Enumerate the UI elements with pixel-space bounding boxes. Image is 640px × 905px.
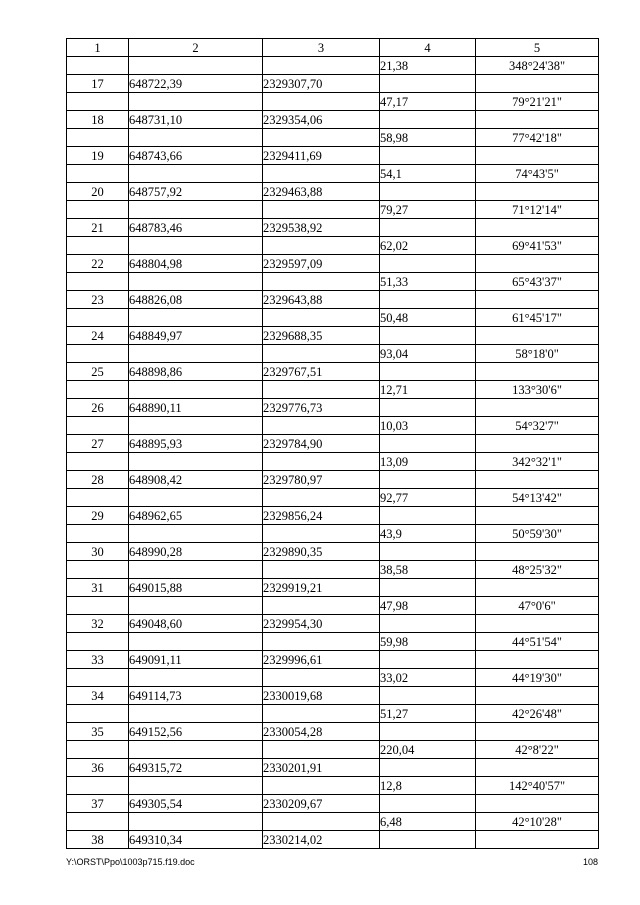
length-cell: 62,02 bbox=[380, 237, 476, 255]
point-number-cell: 35 bbox=[67, 723, 129, 741]
page-number: 108 bbox=[582, 857, 598, 867]
length-cell bbox=[380, 111, 476, 129]
bearing-cell bbox=[476, 687, 599, 705]
bearing-cell: 42°8'22" bbox=[476, 741, 599, 759]
point-number-cell bbox=[67, 741, 129, 759]
x-coordinate-cell bbox=[129, 633, 263, 651]
table-row bbox=[67, 795, 599, 813]
x-coordinate-cell bbox=[129, 273, 263, 291]
bearing-cell: 48°25'32" bbox=[476, 561, 599, 579]
length-cell: 58,98 bbox=[380, 129, 476, 147]
y-coordinate-cell bbox=[263, 525, 380, 543]
x-coordinate-cell: 649310,34 bbox=[129, 831, 263, 849]
x-coordinate-cell bbox=[129, 237, 263, 255]
table-row bbox=[67, 633, 599, 651]
x-coordinate-cell: 648849,97 bbox=[129, 327, 263, 345]
bearing-cell bbox=[476, 183, 599, 201]
point-number-cell: 36 bbox=[67, 759, 129, 777]
length-cell: 79,27 bbox=[380, 201, 476, 219]
length-cell: 10,03 bbox=[380, 417, 476, 435]
y-coordinate-cell bbox=[263, 813, 380, 831]
length-cell: 51,33 bbox=[380, 273, 476, 291]
x-coordinate-cell bbox=[129, 669, 263, 687]
table-row bbox=[67, 525, 599, 543]
bearing-cell: 142°40'57" bbox=[476, 777, 599, 795]
y-coordinate-cell: 2329919,21 bbox=[263, 579, 380, 597]
table-row bbox=[67, 57, 599, 75]
bearing-cell: 58°18'0" bbox=[476, 345, 599, 363]
length-cell: 38,58 bbox=[380, 561, 476, 579]
length-cell bbox=[380, 651, 476, 669]
x-coordinate-cell bbox=[129, 489, 263, 507]
length-cell bbox=[380, 471, 476, 489]
table-row bbox=[67, 669, 599, 687]
bearing-cell: 133°30'6" bbox=[476, 381, 599, 399]
header-cell-1: 1 bbox=[67, 39, 129, 57]
y-coordinate-cell: 2329463,88 bbox=[263, 183, 380, 201]
x-coordinate-cell: 648757,92 bbox=[129, 183, 263, 201]
bearing-cell: 348°24'38" bbox=[476, 57, 599, 75]
table-row bbox=[67, 309, 599, 327]
table-row bbox=[67, 759, 599, 777]
bearing-cell bbox=[476, 363, 599, 381]
point-number-cell: 31 bbox=[67, 579, 129, 597]
x-coordinate-cell bbox=[129, 777, 263, 795]
bearing-cell bbox=[476, 507, 599, 525]
x-coordinate-cell: 648804,98 bbox=[129, 255, 263, 273]
point-number-cell: 33 bbox=[67, 651, 129, 669]
bearing-cell: 79°21'21" bbox=[476, 93, 599, 111]
length-cell bbox=[380, 75, 476, 93]
bearing-cell bbox=[476, 579, 599, 597]
length-cell: 50,48 bbox=[380, 309, 476, 327]
table-row bbox=[67, 273, 599, 291]
x-coordinate-cell: 649305,54 bbox=[129, 795, 263, 813]
point-number-cell bbox=[67, 129, 129, 147]
x-coordinate-cell: 648990,28 bbox=[129, 543, 263, 561]
table-row bbox=[67, 75, 599, 93]
point-number-cell: 28 bbox=[67, 471, 129, 489]
length-cell bbox=[380, 831, 476, 849]
length-cell bbox=[380, 219, 476, 237]
y-coordinate-cell: 2330054,28 bbox=[263, 723, 380, 741]
point-number-cell: 21 bbox=[67, 219, 129, 237]
table-row bbox=[67, 687, 599, 705]
bearing-cell bbox=[476, 219, 599, 237]
length-cell bbox=[380, 759, 476, 777]
y-coordinate-cell: 2329597,09 bbox=[263, 255, 380, 273]
x-coordinate-cell bbox=[129, 309, 263, 327]
bearing-cell bbox=[476, 471, 599, 489]
y-coordinate-cell: 2329890,35 bbox=[263, 543, 380, 561]
y-coordinate-cell: 2329538,92 bbox=[263, 219, 380, 237]
table-row bbox=[67, 147, 599, 165]
length-cell bbox=[380, 399, 476, 417]
table-row bbox=[67, 723, 599, 741]
table-row bbox=[67, 453, 599, 471]
table-row bbox=[67, 381, 599, 399]
table-row bbox=[67, 327, 599, 345]
point-number-cell: 30 bbox=[67, 543, 129, 561]
point-number-cell: 38 bbox=[67, 831, 129, 849]
bearing-cell: 61°45'17" bbox=[476, 309, 599, 327]
bearing-cell bbox=[476, 831, 599, 849]
y-coordinate-cell bbox=[263, 309, 380, 327]
x-coordinate-cell: 649091,11 bbox=[129, 651, 263, 669]
x-coordinate-cell bbox=[129, 381, 263, 399]
bearing-cell: 44°51'54" bbox=[476, 633, 599, 651]
y-coordinate-cell bbox=[263, 561, 380, 579]
x-coordinate-cell: 648962,65 bbox=[129, 507, 263, 525]
bearing-cell: 65°43'37" bbox=[476, 273, 599, 291]
bearing-cell: 50°59'30" bbox=[476, 525, 599, 543]
table-row bbox=[67, 777, 599, 795]
x-coordinate-cell bbox=[129, 345, 263, 363]
point-number-cell bbox=[67, 453, 129, 471]
point-number-cell bbox=[67, 705, 129, 723]
length-cell bbox=[380, 183, 476, 201]
length-cell: 220,04 bbox=[380, 741, 476, 759]
table-row bbox=[67, 741, 599, 759]
table-row bbox=[67, 579, 599, 597]
y-coordinate-cell: 2329643,88 bbox=[263, 291, 380, 309]
x-coordinate-cell bbox=[129, 561, 263, 579]
length-cell bbox=[380, 507, 476, 525]
header-cell-2: 2 bbox=[129, 39, 263, 57]
x-coordinate-cell bbox=[129, 165, 263, 183]
bearing-cell: 69°41'53" bbox=[476, 237, 599, 255]
y-coordinate-cell: 2329996,61 bbox=[263, 651, 380, 669]
length-cell bbox=[380, 579, 476, 597]
length-cell: 13,09 bbox=[380, 453, 476, 471]
length-cell bbox=[380, 363, 476, 381]
x-coordinate-cell: 649114,73 bbox=[129, 687, 263, 705]
bearing-cell: 42°26'48" bbox=[476, 705, 599, 723]
table-row bbox=[67, 615, 599, 633]
x-coordinate-cell bbox=[129, 129, 263, 147]
point-number-cell: 20 bbox=[67, 183, 129, 201]
point-number-cell: 29 bbox=[67, 507, 129, 525]
y-coordinate-cell: 2330019,68 bbox=[263, 687, 380, 705]
table-body bbox=[67, 57, 599, 849]
bearing-cell bbox=[476, 435, 599, 453]
bearing-cell bbox=[476, 795, 599, 813]
table-row bbox=[67, 111, 599, 129]
length-cell bbox=[380, 723, 476, 741]
length-cell: 93,04 bbox=[380, 345, 476, 363]
length-cell: 33,02 bbox=[380, 669, 476, 687]
point-number-cell bbox=[67, 273, 129, 291]
table-row bbox=[67, 813, 599, 831]
point-number-cell bbox=[67, 525, 129, 543]
table-row bbox=[67, 93, 599, 111]
bearing-cell: 77°42'18" bbox=[476, 129, 599, 147]
x-coordinate-cell: 649152,56 bbox=[129, 723, 263, 741]
table-row bbox=[67, 345, 599, 363]
point-number-cell bbox=[67, 309, 129, 327]
bearing-cell bbox=[476, 651, 599, 669]
bearing-cell: 74°43'5" bbox=[476, 165, 599, 183]
length-cell bbox=[380, 327, 476, 345]
bearing-cell bbox=[476, 723, 599, 741]
y-coordinate-cell: 2330201,91 bbox=[263, 759, 380, 777]
bearing-cell bbox=[476, 615, 599, 633]
point-number-cell bbox=[67, 417, 129, 435]
y-coordinate-cell: 2329688,35 bbox=[263, 327, 380, 345]
y-coordinate-cell bbox=[263, 453, 380, 471]
length-cell bbox=[380, 147, 476, 165]
x-coordinate-cell: 649315,72 bbox=[129, 759, 263, 777]
y-coordinate-cell bbox=[263, 669, 380, 687]
x-coordinate-cell: 648743,66 bbox=[129, 147, 263, 165]
y-coordinate-cell: 2329784,90 bbox=[263, 435, 380, 453]
x-coordinate-cell: 648890,11 bbox=[129, 399, 263, 417]
point-number-cell bbox=[67, 381, 129, 399]
table-row bbox=[67, 291, 599, 309]
length-cell: 47,17 bbox=[380, 93, 476, 111]
x-coordinate-cell: 648826,08 bbox=[129, 291, 263, 309]
y-coordinate-cell: 2329954,30 bbox=[263, 615, 380, 633]
y-coordinate-cell bbox=[263, 273, 380, 291]
bearing-cell bbox=[476, 291, 599, 309]
point-number-cell bbox=[67, 201, 129, 219]
header-cell-4: 4 bbox=[380, 39, 476, 57]
y-coordinate-cell: 2329767,51 bbox=[263, 363, 380, 381]
length-cell: 47,98 bbox=[380, 597, 476, 615]
table-row bbox=[67, 219, 599, 237]
point-number-cell: 23 bbox=[67, 291, 129, 309]
y-coordinate-cell bbox=[263, 417, 380, 435]
table-row bbox=[67, 471, 599, 489]
length-cell: 51,27 bbox=[380, 705, 476, 723]
x-coordinate-cell: 648908,42 bbox=[129, 471, 263, 489]
point-number-cell: 26 bbox=[67, 399, 129, 417]
length-cell: 12,71 bbox=[380, 381, 476, 399]
length-cell: 12,8 bbox=[380, 777, 476, 795]
bearing-cell: 54°32'7" bbox=[476, 417, 599, 435]
point-number-cell: 32 bbox=[67, 615, 129, 633]
y-coordinate-cell bbox=[263, 345, 380, 363]
length-cell: 43,9 bbox=[380, 525, 476, 543]
x-coordinate-cell bbox=[129, 813, 263, 831]
bearing-cell bbox=[476, 255, 599, 273]
y-coordinate-cell bbox=[263, 741, 380, 759]
x-coordinate-cell bbox=[129, 705, 263, 723]
y-coordinate-cell bbox=[263, 381, 380, 399]
y-coordinate-cell bbox=[263, 57, 380, 75]
bearing-cell: 342°32'1" bbox=[476, 453, 599, 471]
header-row bbox=[67, 39, 599, 57]
point-number-cell: 37 bbox=[67, 795, 129, 813]
y-coordinate-cell bbox=[263, 129, 380, 147]
table-row bbox=[67, 489, 599, 507]
bearing-cell: 47°0'6" bbox=[476, 597, 599, 615]
bearing-cell bbox=[476, 111, 599, 129]
table-row bbox=[67, 417, 599, 435]
table-row bbox=[67, 255, 599, 273]
y-coordinate-cell: 2329776,73 bbox=[263, 399, 380, 417]
y-coordinate-cell bbox=[263, 633, 380, 651]
bearing-cell bbox=[476, 327, 599, 345]
point-number-cell bbox=[67, 561, 129, 579]
x-coordinate-cell bbox=[129, 741, 263, 759]
bearing-cell bbox=[476, 399, 599, 417]
bearing-cell bbox=[476, 75, 599, 93]
y-coordinate-cell: 2329780,97 bbox=[263, 471, 380, 489]
table-row bbox=[67, 201, 599, 219]
table-row bbox=[67, 705, 599, 723]
y-coordinate-cell bbox=[263, 489, 380, 507]
bearing-cell: 42°10'28" bbox=[476, 813, 599, 831]
length-cell: 6,48 bbox=[380, 813, 476, 831]
bearing-cell: 71°12'14" bbox=[476, 201, 599, 219]
point-number-cell: 34 bbox=[67, 687, 129, 705]
y-coordinate-cell: 2329411,69 bbox=[263, 147, 380, 165]
x-coordinate-cell bbox=[129, 525, 263, 543]
table-row bbox=[67, 435, 599, 453]
x-coordinate-cell: 648898,86 bbox=[129, 363, 263, 381]
x-coordinate-cell bbox=[129, 453, 263, 471]
bearing-cell bbox=[476, 147, 599, 165]
point-number-cell bbox=[67, 237, 129, 255]
table-row bbox=[67, 507, 599, 525]
bearing-cell: 54°13'42" bbox=[476, 489, 599, 507]
table-row bbox=[67, 597, 599, 615]
bearing-cell bbox=[476, 759, 599, 777]
length-cell bbox=[380, 543, 476, 561]
y-coordinate-cell: 2329856,24 bbox=[263, 507, 380, 525]
table-row bbox=[67, 543, 599, 561]
length-cell bbox=[380, 687, 476, 705]
x-coordinate-cell bbox=[129, 417, 263, 435]
y-coordinate-cell bbox=[263, 93, 380, 111]
length-cell bbox=[380, 615, 476, 633]
x-coordinate-cell: 648722,39 bbox=[129, 75, 263, 93]
x-coordinate-cell: 648895,93 bbox=[129, 435, 263, 453]
y-coordinate-cell bbox=[263, 201, 380, 219]
x-coordinate-cell bbox=[129, 93, 263, 111]
table-row bbox=[67, 651, 599, 669]
point-number-cell bbox=[67, 93, 129, 111]
table-row bbox=[67, 183, 599, 201]
x-coordinate-cell bbox=[129, 57, 263, 75]
point-number-cell: 27 bbox=[67, 435, 129, 453]
y-coordinate-cell bbox=[263, 705, 380, 723]
table-row bbox=[67, 165, 599, 183]
point-number-cell: 24 bbox=[67, 327, 129, 345]
x-coordinate-cell bbox=[129, 201, 263, 219]
point-number-cell bbox=[67, 633, 129, 651]
y-coordinate-cell bbox=[263, 777, 380, 795]
table-row bbox=[67, 831, 599, 849]
bearing-cell: 44°19'30" bbox=[476, 669, 599, 687]
y-coordinate-cell: 2329307,70 bbox=[263, 75, 380, 93]
length-cell bbox=[380, 435, 476, 453]
x-coordinate-cell bbox=[129, 597, 263, 615]
point-number-cell: 19 bbox=[67, 147, 129, 165]
length-cell: 59,98 bbox=[380, 633, 476, 651]
bearing-cell bbox=[476, 543, 599, 561]
point-number-cell bbox=[67, 345, 129, 363]
point-number-cell: 17 bbox=[67, 75, 129, 93]
point-number-cell bbox=[67, 813, 129, 831]
x-coordinate-cell: 649015,88 bbox=[129, 579, 263, 597]
header-cell-3: 3 bbox=[263, 39, 380, 57]
footer-file-path: Y:\ORST\Ppo\1003p715.f19.doc bbox=[66, 857, 195, 867]
length-cell bbox=[380, 291, 476, 309]
length-cell bbox=[380, 795, 476, 813]
y-coordinate-cell bbox=[263, 165, 380, 183]
table-row bbox=[67, 363, 599, 381]
point-number-cell: 22 bbox=[67, 255, 129, 273]
x-coordinate-cell: 649048,60 bbox=[129, 615, 263, 633]
point-number-cell bbox=[67, 777, 129, 795]
table-row bbox=[67, 129, 599, 147]
point-number-cell bbox=[67, 597, 129, 615]
length-cell bbox=[380, 255, 476, 273]
point-number-cell bbox=[67, 489, 129, 507]
y-coordinate-cell: 2330214,02 bbox=[263, 831, 380, 849]
point-number-cell bbox=[67, 165, 129, 183]
y-coordinate-cell bbox=[263, 237, 380, 255]
point-number-cell: 25 bbox=[67, 363, 129, 381]
table-row bbox=[67, 561, 599, 579]
x-coordinate-cell: 648783,46 bbox=[129, 219, 263, 237]
y-coordinate-cell bbox=[263, 597, 380, 615]
length-cell: 54,1 bbox=[380, 165, 476, 183]
point-number-cell bbox=[67, 669, 129, 687]
table-row bbox=[67, 399, 599, 417]
length-cell: 92,77 bbox=[380, 489, 476, 507]
point-number-cell bbox=[67, 57, 129, 75]
y-coordinate-cell: 2330209,67 bbox=[263, 795, 380, 813]
table-row bbox=[67, 237, 599, 255]
header-cell-5: 5 bbox=[476, 39, 599, 57]
x-coordinate-cell: 648731,10 bbox=[129, 111, 263, 129]
point-number-cell: 18 bbox=[67, 111, 129, 129]
y-coordinate-cell: 2329354,06 bbox=[263, 111, 380, 129]
coordinates-table bbox=[66, 38, 599, 849]
length-cell: 21,38 bbox=[380, 57, 476, 75]
